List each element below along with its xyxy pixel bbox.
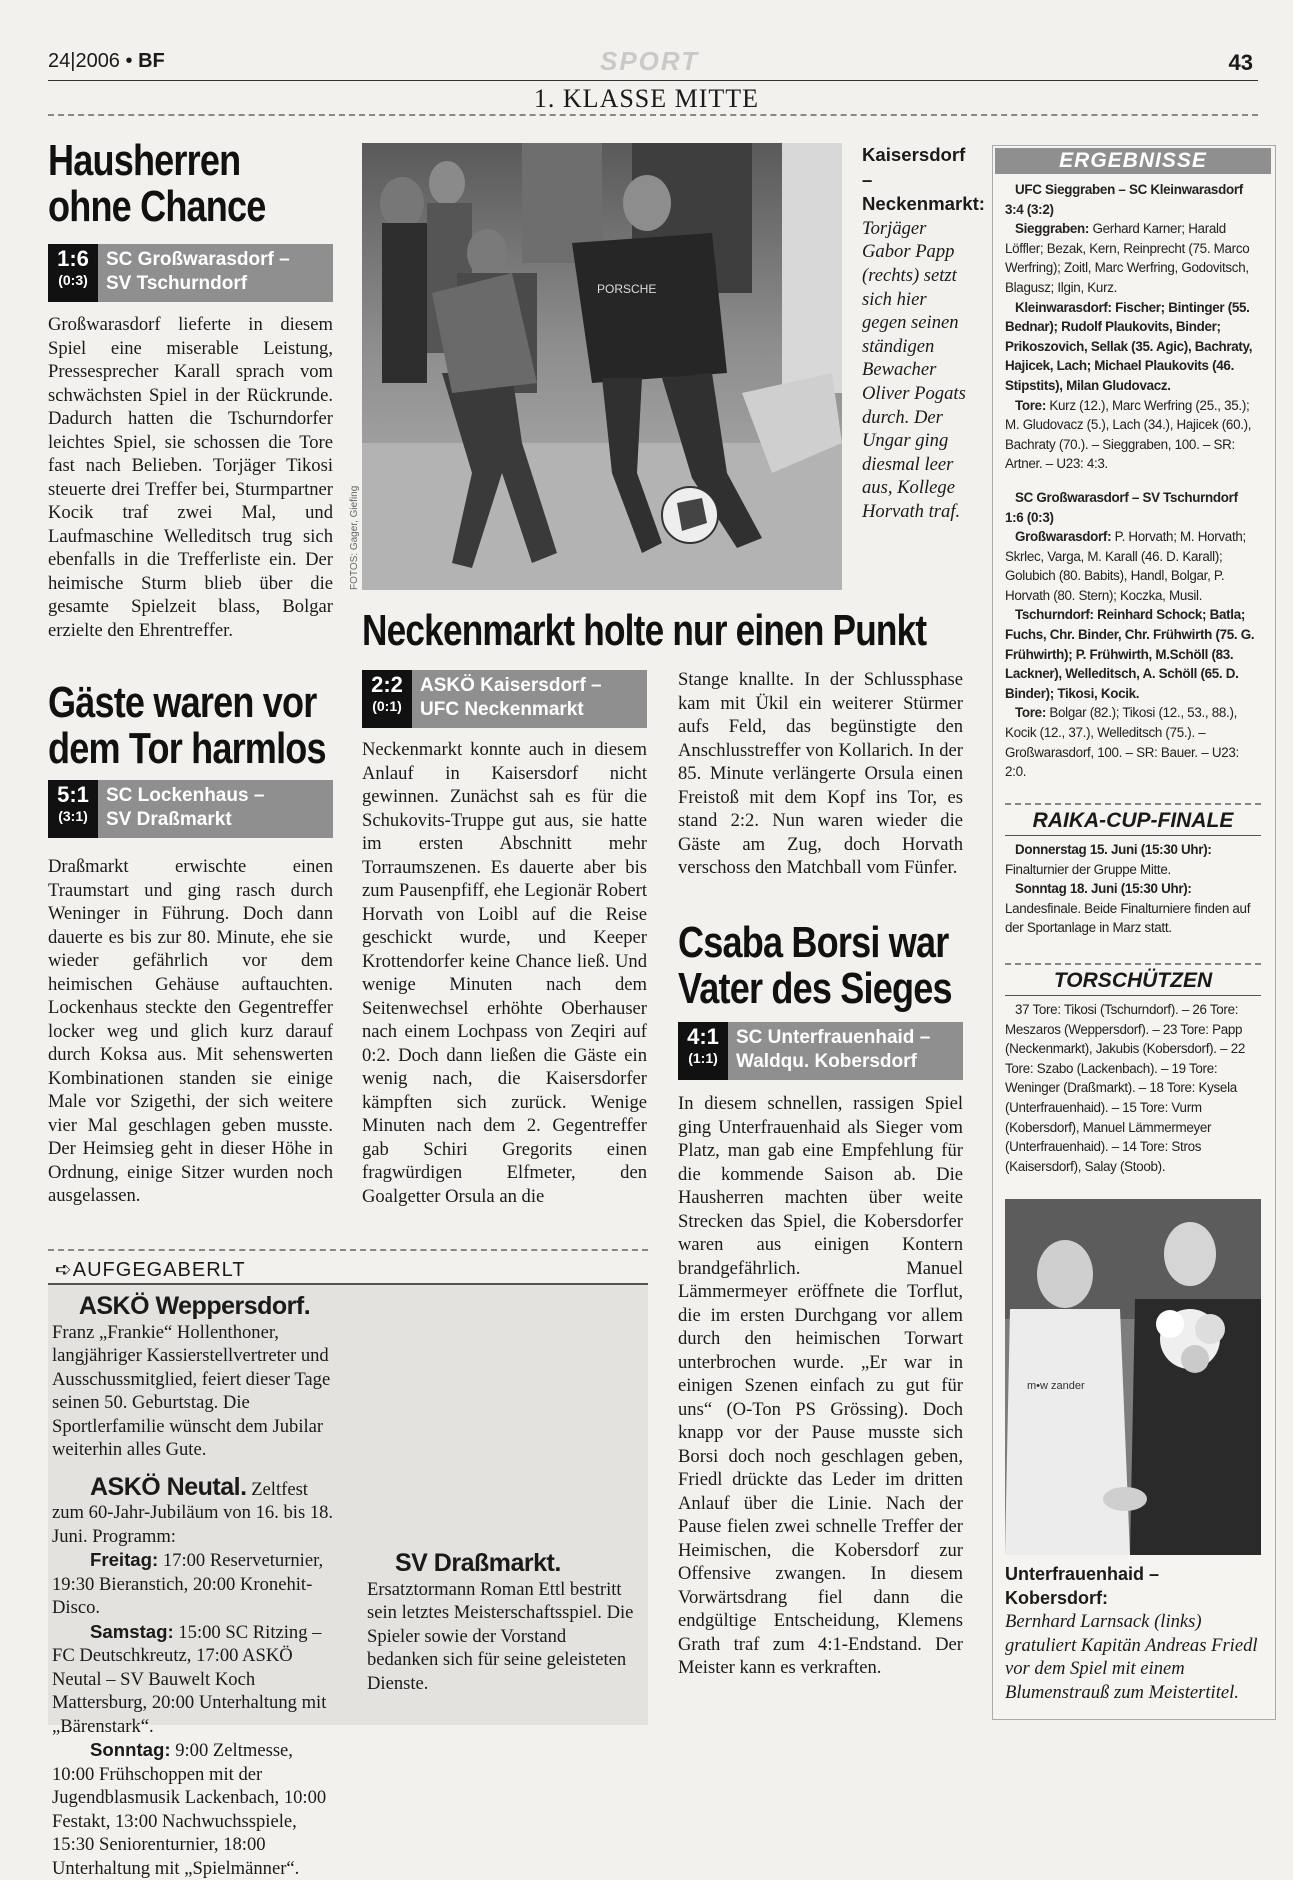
neutal-item: ASKÖ Neutal. Zeltfest zum 60-Jahr-Jubiläum von 16. bis 18. Juni. Programm: Freitag: 17:00 Reserveturnier, 19:30 Bieranstich, 20:00 Kronehit-Disco. Samstag: 15:00 SC Ritzing – FC Deutschkreutz, 17:00 ASKÖ Neutal – SV Bauwelt Koch Mattersburg, 20:00 Unterhaltung mit „Bärenstark“. Sonntag: 9:00 Zeltmesse, 10:00 Frühschoppen mit der Jugendblasmusik Lackenbach, 10:00 Festakt, 13:00 Nachwuchsspiele, 15:30 Seniorenturnier, 18:00 Unterhaltung mit „Spielmänner“. <box>52 1476 337 1880</box>
result2-team1: Großwarasdorf: P. Horvath; M. Horvath; Skrlec, Varga, M. Karall (46. D. Karall); Golubich (80. Babits), Handl, Bolgar, P. Horvath (80. Stern); Koczka, Musil. <box>1005 527 1261 605</box>
photo-credit: FOTOS: Gager, Giefing <box>349 486 360 590</box>
article4-scorebox <box>678 1022 963 1080</box>
page-number: 43 <box>1229 50 1253 76</box>
header-dashed-rule <box>48 114 1258 116</box>
aufgegaberlt-col2 <box>367 1552 637 1695</box>
teams: SC Unterfrauenhaid – Waldqu. Kobersdorf <box>728 1022 963 1080</box>
ergebnisse-header: ERGEBNISSE <box>995 148 1271 174</box>
match-photo <box>362 143 842 590</box>
score: 2:2 (0:1) <box>362 670 412 728</box>
section-label: SPORT <box>600 46 699 77</box>
ceremony-photo <box>1005 1199 1261 1555</box>
raika-cup-info: Donnerstag 15. Juni (15:30 Uhr): Finalturnier der Gruppe Mitte. Sonntag 18. Juni (15:30 Uhr): Landesfinale. Beide Finalturniere finden auf der Sportanlage in Marz statt. <box>1005 840 1261 938</box>
teams: SC Großwarasdorf – SV Tschurndorf <box>98 244 333 302</box>
result2-goals: Tore: Bolgar (82.); Tikosi (12., 53., 88.), Kocik (12., 37.), Welleditsch (75.). – Großwarasdorf, 100. – SR: Bauer. – U23: 2:0. <box>1005 703 1261 781</box>
result1-goals: Tore: Kurz (12.), Marc Werfring (25., 35.); M. Gludovacz (5.), Lach (34.), Hajicek (60.), Bachraty (70.). – Sieggraben, 100. – SR: Artner. – U23: 4:3. <box>1005 396 1261 474</box>
article4-body: In diesem schnellen, rassigen Spiel ging Unterfrauenhaid als Sieger vom Platz, man gab eine Empfehlung für die kommende Saison ab. Die Hausherren machten über weite Strecken das Spiel, die Kobersdorfer waren aus einigen Kontern brandgefährlich. Manuel Lämmermeyer eröffnete die Torflut, die im ersten Durchgang vor allem durch den heimischen Torwart unterbrochen wurde. „Er war in einigen Szenen einfach zu gut für uns“ (O-Ton PS Grössing). Doch knapp vor der Pause musste sich Borsi doch noch geschlagen geben, Friedl drückte das Leder im dritten Anlauf über die Linie. Nach der Pause fielen zwei schnelle Treffer der Heimischen, die Kobersdorf zur Offensive zwangen. In diesem Vorwärtsdrang fiel dann die endgültige Entscheidung, Klemens Grath traf zum 4:1-Endstand. Der Meister kann es verkraften. <box>678 1092 963 1680</box>
score: 1:6 (0:3) <box>48 244 98 302</box>
football-match-image <box>362 143 842 590</box>
league-title: 1. KLASSE MITTE <box>0 84 1293 114</box>
result1-team2: Kleinwarasdorf: Fischer; Bintinger (55. Bednar); Rudolf Plaukovits, Binder; Prikoszovich, Sellak (35. Agic), Bachraty, Hajicek, Lach; Michael Plaukovits (46. Stipstits), Milan Gludovacz. <box>1005 298 1261 396</box>
article2-body: Draßmarkt erwischte einen Traumstart und ging rasch durch Weninger in Führung. Doch dann dauerte es bis zur 80. Minute, ehe sie wieder gefährlich vor dem heimischen Gehäuse auftauchten. Lockenhaus steckte den Gegentreffer locker weg und glich kurz darauf durch Koksa aus. Mit sehenswerten Kombinationen standen sie einige Male vor Szigethi, der sich weitere vier Mal geschlagen geben musste. Der Heimsieg geht in dieser Höhe in Ordnung, einige Sitzer wurden noch ausgelassen. <box>48 855 333 1208</box>
article1-scorebox <box>48 244 333 302</box>
players-image <box>1005 1199 1261 1555</box>
aufgegaberlt-tag: ➪AUFGEGABERLT <box>55 1257 246 1282</box>
svg-text:m•w zander: m•w zander <box>1027 1380 1085 1392</box>
article3-scorebox <box>362 670 647 728</box>
aufgegaberlt-rule <box>48 1283 648 1285</box>
score: 4:1 (1:1) <box>678 1022 728 1080</box>
ceremony-photo-caption: Unterfrauenhaid – Kobersdorf: Bernhard Larnsack (links) gratuliert Kapitän Andreas Friedl vor dem Spiel mit einem Blumenstrauß zum Meistertitel. <box>1005 1563 1261 1705</box>
header-rule <box>48 80 1258 81</box>
article3-headline: Neckenmarkt holte nur einen Punkt <box>362 608 938 654</box>
arrow-right-icon: ➪ <box>55 1259 73 1281</box>
result2-score: 1:6 (0:3) <box>1005 508 1261 528</box>
match-photo-caption: Kaisersdorf – Neckenmarkt: Torjäger Gabor Papp (rechts) setzt sich hier gegen seinen ständigen Bewacher Oliver Pogats durch. Der Ungar ging diesmal leer aus, Kollege Horvath traf. <box>862 143 970 524</box>
aufgegaberlt-col1 <box>52 1295 337 1880</box>
weppersdorf-item: ASKÖ Weppersdorf. Franz „Frankie“ Hollenthoner, langjähriger Kassierstellvertreter und Ausschussmitglied, feiert dieser Tage seinen 50. Geburtstag. Die Sportlerfamilie wünscht dem Jubilar weiterhin alles Gute. <box>52 1295 337 1462</box>
teams: ASKÖ Kaisersdorf – UFC Neckenmarkt <box>412 670 647 728</box>
score: 5:1 (3:1) <box>48 780 98 838</box>
result1-score: 3:4 (3:2) <box>1005 200 1261 220</box>
teams: SC Lockenhaus – SV Draßmarkt <box>98 780 333 838</box>
article2-headline: Gäste waren vor dem Tor harmlos <box>48 680 331 772</box>
torschuetzen-list: 37 Tore: Tikosi (Tschurndorf). – 26 Tore: Meszaros (Weppersdorf). – 23 Tore: Papp (Neckenmarkt), Jakubis (Kobersdorf). – 22 Tore: Szabo (Lackenbach). – 19 Tore: Weninger (Draßmarkt). – 18 Tore: Kysela (Unterfrauenhaid). – 15 Tore: Vurm (Kobersdorf), Manuel Lämmermeyer (Unterfrauenhaid). – 14 Tore: Stros (Kaisersdorf), Salay (Stoob). <box>1005 1000 1261 1176</box>
drassmarkt-item: SV Draßmarkt. Ersatztormann Roman Ettl bestritt sein letztes Meisterschaftsspiel. Die Spieler sowie der Vorstand bedanken sich für seine geleisteten Dienste. <box>367 1552 637 1695</box>
article3-body-col1: Neckenmarkt konnte auch in diesem Anlauf in Kaisersdorf nicht gewinnen. Zunächst sah es für die Schukovits-Truppe gut aus, sie hatte im ersten Abschnitt mehr Torraumszenen. Es dauerte aber bis zum Pausenpfiff, ehe Legionär Robert Horvath von Loibl auf die Reise geschickt wurde, und Keeper Krottendorfer keine Chance ließ. Und wenige Minuten nach dem Seitenwechsel erhöhte Oberhauser nach einem Lochpass von Zeqiri auf 0:2. Doch dann ließen die Gäste ein wenig nach, die Kaisersdorfer kämpften sich zurück. Wenige Minuten nach dem 2. Gegentreffer gab Schiri Gregorits einen fragwürdigen Elfmeter, den Goalgetter Orsula an die <box>362 738 647 1208</box>
article2-scorebox <box>48 780 333 838</box>
svg-text:PORSCHE: PORSCHE <box>597 282 656 296</box>
result2-title: SC Großwarasdorf – SV Tschurndorf <box>1005 488 1261 508</box>
aufgegaberlt-dashed-rule <box>48 1249 648 1251</box>
issue-info: 24|2006 • BF <box>48 50 165 73</box>
article4-headline: Csaba Borsi war Vater des Sieges <box>678 920 961 1012</box>
ergebnisse-results <box>1005 180 1261 782</box>
torschuetzen-header: TORSCHÜTZEN <box>1005 963 1261 996</box>
article1-headline: Hausherren ohne Chance <box>48 138 319 230</box>
result1-title: UFC Sieggraben – SC Kleinwarasdorf <box>1005 180 1261 200</box>
raika-cup-header: RAIKA-CUP-FINALE <box>1005 803 1261 836</box>
result1-team1: Sieggraben: Gerhard Karner; Harald Löffler; Bezak, Kern, Reinprecht (75. Marco Werfring); Zoitl, Marc Werfring, Godovitsch, Blagusz; Ilgin, Kurz. <box>1005 219 1261 297</box>
article3-body-col2: Stange knallte. In der Schlussphase kam mit Ükil ein weiterer Stürmer aufs Feld, das begünstigte den Anschlusstreffer von Kollarich. In der 85. Minute verlängerte Orsula einen Freistoß mit dem Kopf ins Tor, es stand 2:2. Nun waren wieder die Gäste am Zug, doch Horvath verschoss den Matchball vom Fünfer. <box>678 668 963 880</box>
article1-body: Großwarasdorf lieferte in diesem Spiel eine miserable Leistung, Pressesprecher Karall sprach vom schwächsten Spiel in der Rückrunde. Dadurch hatten die Tschurndorfer leichtes Spiel, sie schossen die Tore fast nach Belieben. Torjäger Tikosi steuerte drei Treffer bei, Sturmpartner Kocik traf zwei Mal, und Laufmaschine Welleditsch trug sich ebenfalls in die Trefferliste ein. Der heimische Sturm blieb über die gesamte Spielzeit blass, Bolgar erzielte den Ehrentreffer. <box>48 313 333 642</box>
result2-team2: Tschurndorf: Reinhard Schock; Batla; Fuchs, Chr. Binder, Chr. Frühwirth (75. G. Frühwirth); P. Frühwirth, M.Schöll (83. Lackner), Welleditsch, A. Schöll (65. D. Binder); Tikosi, Kocik. <box>1005 605 1261 703</box>
